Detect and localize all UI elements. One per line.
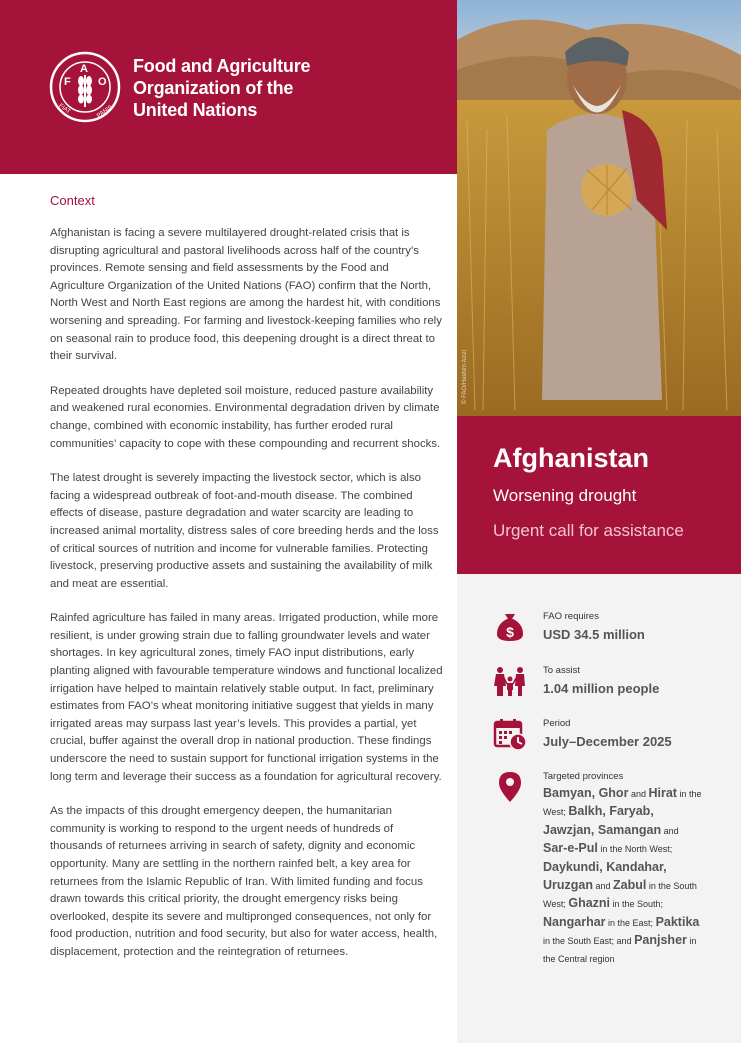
province-region: in the Central region [543, 936, 697, 964]
svg-text:FIAT: FIAT [57, 103, 72, 116]
calendar-clock-icon [493, 717, 527, 751]
map-pin-icon [497, 770, 531, 804]
province-region: in the South West; [543, 881, 697, 910]
province-region: in the West; [543, 789, 702, 818]
fao-logo-icon [49, 51, 121, 123]
province-group: Balkh, Faryab, Jawzjan, Samangan [543, 804, 662, 837]
svg-text:A: A [80, 63, 88, 75]
context-paragraph: Afghanistan is facing a severe multilayered drought-related crisis that is disrupting agricultural and pastoral livelihoods across half of the country’s provinces. Remote sensing and field assessments by the Food and Agriculture Organization of the United Nations (FAO) confirm that the North, North West and North East regions are among the hardest hit, with conditions worsening and spreading. For farming and livestock-keeping families who rely on seasonal rain to produce food, this deepening drought is a direct threat to their survival. [50, 227, 442, 363]
assist-label: To assist [543, 665, 580, 676]
context-heading: Context [50, 193, 95, 208]
svg-text:$: $ [506, 624, 514, 640]
svg-text:F: F [64, 76, 71, 88]
org-name-line-2: Organization of the [133, 78, 294, 98]
svg-text:O: O [98, 76, 107, 88]
requires-value: USD 34.5 million [543, 627, 645, 642]
requires-label: FAO requires [543, 611, 599, 622]
period-label: Period [543, 718, 571, 729]
context-paragraph: Rainfed agriculture has failed in many areas. Irrigated production, while more resilient, is under growing strain due to falling groundwater levels and water shortages. In key agricultural zones, timely FAO input distributions, early planting aligned with favourable temperature windows and functional localized irrigation have helped to maintain relatively stable output. In fact, preliminary estimates from FAO’s wheat monitoring initiative suggest that yields in many irrigated areas may surpass last year’s levels. This provides a partial, yet crucial, buffer against the overall drop in national production. These findings underscore the need to sustain support for functional irrigation systems in the long term and leverage their success as a foundation for agricultural recovery. [50, 612, 443, 783]
province-region: and [628, 789, 649, 799]
province-region: in the South; [610, 899, 664, 910]
money-bag-icon [493, 610, 527, 644]
province-group: Bamyan, Ghor [543, 786, 629, 800]
subtitle: Worsening drought [493, 486, 637, 505]
svg-text:PANIS: PANIS [96, 104, 114, 120]
province-group: Nangarhar [543, 914, 606, 929]
province-group: Paktika [655, 914, 700, 929]
urgent-call: Urgent call for assistance [493, 521, 684, 540]
title-box [457, 416, 741, 574]
country-title: Afghanistan [493, 443, 650, 473]
header-band [0, 0, 457, 174]
context-paragraph: As the impacts of this drought emergency deepen, the humanitarian community is working to respond to the urgent needs of hundreds of thousands of returnees arriving in search of safety, dignity and economic opportunity. Many are settling in the northern rainfed belt, a key area for returnees from the Islamic Republic of Iran. With limited funding and focus drawn towards this critical priority, the drought emergency risks being overlooked, despite its severe and multipronged consequences, not only for food production, nutrition and food security, but also for water access, health, displacement, protection and the reintegration of returnees. [50, 805, 438, 958]
province-region: in the North West; [597, 844, 673, 855]
org-name-line-1: Food and Agriculture [133, 56, 311, 76]
context-section [50, 193, 445, 979]
province-region: and [593, 881, 614, 892]
org-name-line-3: United Nations [133, 100, 258, 120]
key-facts-sidebar [457, 574, 741, 1043]
province-region: in the East; [605, 917, 656, 928]
farmer-photo [457, 0, 741, 416]
period-value: July–December 2025 [543, 734, 672, 749]
province-group: Ghazni [568, 896, 611, 911]
context-paragraph: The latest drought is severely impacting the livestock sector, which is also facing a widespread outbreak of foot-and-mouth disease. The combined effects of disease, pasture degradation and water scarcity are leading to increased animal mortality, distress sales of core breeding herds and the loss of critical sources of nutrition and income for vulnerable families. Protecting livestock, preserving productive assets and sustaining the availability of milk and meat are essential. [50, 472, 439, 590]
photo-credit: © FAO/Hashim Azizi [462, 349, 468, 404]
organization-name [133, 55, 310, 121]
provinces-list [543, 785, 703, 968]
province-region: in the South East; and [543, 936, 635, 947]
context-paragraph: Repeated droughts have depleted soil moisture, reduced pasture availability and weakened rural economies. Environmental degradation driven by climate change, combined with economic instability, has further eroded rural communities’ capacity to cope with these compounding and recurrent shocks. [50, 384, 441, 450]
assist-value: 1.04 million people [543, 681, 660, 696]
province-group: Zabul [613, 878, 647, 893]
province-group: Panjsher [634, 933, 687, 948]
province-group: Daykundi, Kandahar, Uruzgan [543, 859, 667, 893]
provinces-label: Targeted provinces [543, 771, 624, 782]
province-region: and [661, 825, 679, 836]
province-group: Sar-e-Pul [543, 841, 598, 856]
province-group: Hirat [648, 786, 677, 800]
family-icon [493, 664, 527, 698]
